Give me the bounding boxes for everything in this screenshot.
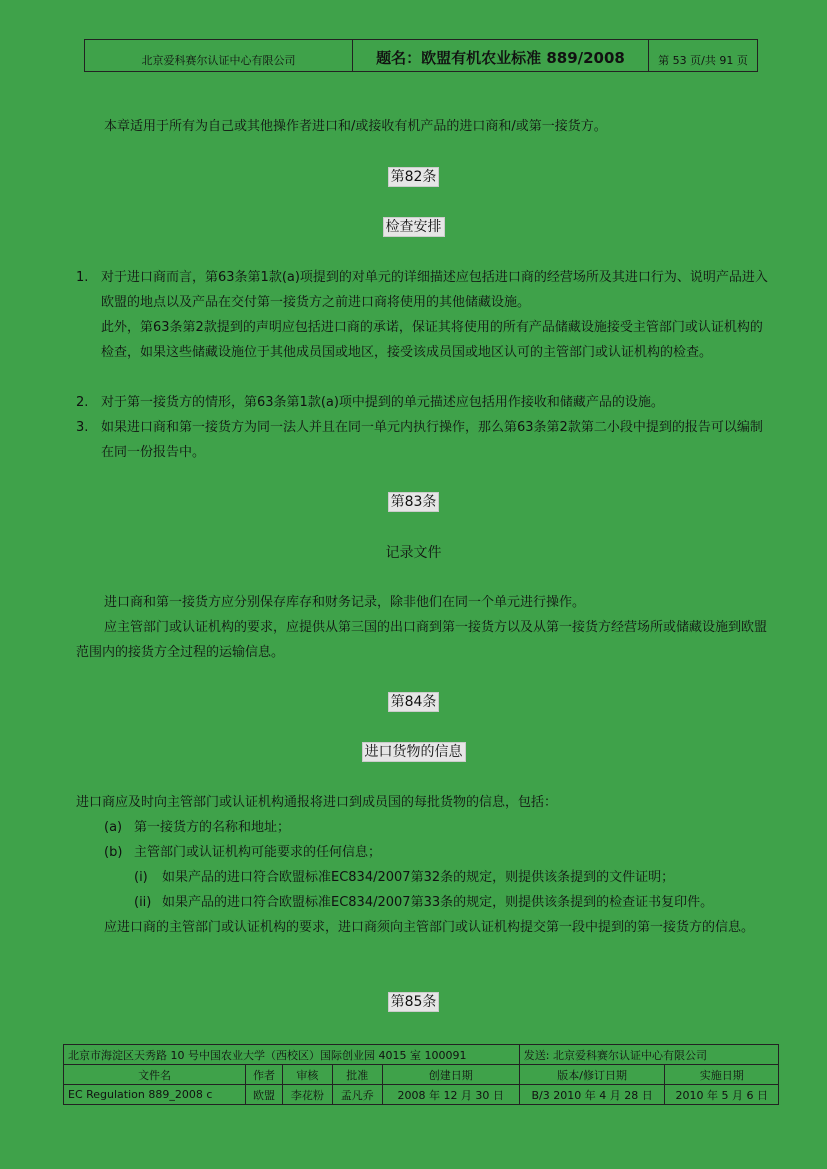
footer-created-date: 2008 年 12 月 30 日 <box>382 1085 519 1105</box>
article-82-item-2: 2. 对于第一接货方的情形，第63条第1款(a)项中提到的单元描述应包括用作接收和储藏产品的设施。 <box>76 395 664 410</box>
footer-author: 欧盟 <box>246 1085 283 1105</box>
article-84-lead: 进口商应及时向主管部门或认证机构通报将进口到成员国的每批货物的信息，包括： <box>76 795 558 810</box>
article-82-item-1: 1. 对于进口商而言，第63条第1款(a)项提到的对单元的详细描述应包括进口商的经营场所及其进口行为、说明产品进入欧盟的地点以及产品在交付第一接货方之前进口商将使用的其他储藏设施。 <box>76 270 768 310</box>
article-82-item-3: 3. 如果进口商和第一接货方为同一法人并且在同一单元内执行操作，那么第63条第2款第二小段中提到的报告可以编制在同一份报告中。 <box>76 420 763 460</box>
header-company: 北京爱科赛尔认证中心有限公司 <box>85 40 353 71</box>
article-84-item-i-label: (i) <box>134 870 148 885</box>
article-84-tail: 应进口商的主管部门或认证机构的要求，进口商须向主管部门或认证机构提交第一段中提到的第一接货方的信息。 <box>104 920 755 935</box>
article-84-item-a-label: (a) <box>104 820 123 835</box>
footer-reviewer: 李花粉 <box>282 1085 332 1105</box>
footer-header-author: 作者 <box>246 1065 283 1085</box>
footer-approver: 孟凡乔 <box>332 1085 382 1105</box>
article-84-item-b-label: (b) <box>104 845 123 860</box>
footer-header-created: 创建日期 <box>382 1065 519 1085</box>
article-84-number: 第84条 <box>0 691 827 711</box>
footer-version-date: B/3 2010 年 4 月 28 日 <box>519 1085 665 1105</box>
article-83-number: 第83条 <box>0 491 827 511</box>
footer-header-file: 文件名 <box>64 1065 246 1085</box>
article-84-item-b: 主管部门或认证机构可能要求的任何信息； <box>134 845 382 860</box>
article-82-number: 第82条 <box>0 166 827 186</box>
header-page-number: 第 53 页/共 91 页 <box>658 54 748 67</box>
footer-effective-date: 2010 年 5 月 6 日 <box>665 1085 779 1105</box>
article-84-item-a: 第一接货方的名称和地址； <box>134 820 291 835</box>
article-83-paragraph-1: 进口商和第一接货方应分别保存库存和财务记录，除非他们在同一个单元进行操作。 <box>104 595 586 610</box>
footer-header-review: 审核 <box>282 1065 332 1085</box>
intro-paragraph: 本章适用于所有为自己或其他操作者进口和/或接收有机产品的进口商和/或第一接货方。 <box>104 119 607 134</box>
header-title: 题名：欧盟有机农业标准 889/2008 <box>353 40 649 71</box>
footer-table <box>63 1044 779 1105</box>
page-header <box>84 39 758 72</box>
article-83-title: 记录文件 <box>385 545 442 561</box>
footer-address: 北京市海淀区天秀路 10 号中国农业大学（西校区）国际创业园 4015 室 100091 <box>64 1045 520 1065</box>
footer-header-version: 版本/修订日期 <box>519 1065 665 1085</box>
article-82-item-1-continued: 此外，第63条第2款提到的声明应包括进口商的承诺，保证其将使用的所有产品储藏设施接受主管部门或认证机构的检查，如果这些储藏设施位于其他成员国或地区，接受该成员国或地区认可的主管部门或认证机构的检查。 <box>101 320 763 360</box>
footer-header-approve: 批准 <box>332 1065 382 1085</box>
footer-header-effective: 实施日期 <box>665 1065 779 1085</box>
article-82-title: 检查安排 <box>0 216 827 236</box>
article-84-item-i: 如果产品的进口符合欧盟标准EC834/2007第32条的规定，则提供该条提到的文件证明； <box>162 870 675 885</box>
footer-file-name: EC Regulation 889_2008 c <box>64 1085 246 1105</box>
article-84-item-ii-label: (ii) <box>134 895 152 910</box>
footer-send-to: 发送: 北京爱科赛尔认证中心有限公司 <box>519 1045 778 1065</box>
article-85-number: 第85条 <box>0 991 827 1011</box>
article-84-item-ii: 如果产品的进口符合欧盟标准EC834/2007第33条的规定，则提供该条提到的检查证书复印件。 <box>162 895 714 910</box>
article-83-paragraph-2: 应主管部门或认证机构的要求，应提供从第三国的出口商到第一接货方以及从第一接货方经营场所或储藏设施到欧盟范围内的接货方全过程的运输信息。 <box>76 620 768 660</box>
article-84-title: 进口货物的信息 <box>0 741 827 761</box>
